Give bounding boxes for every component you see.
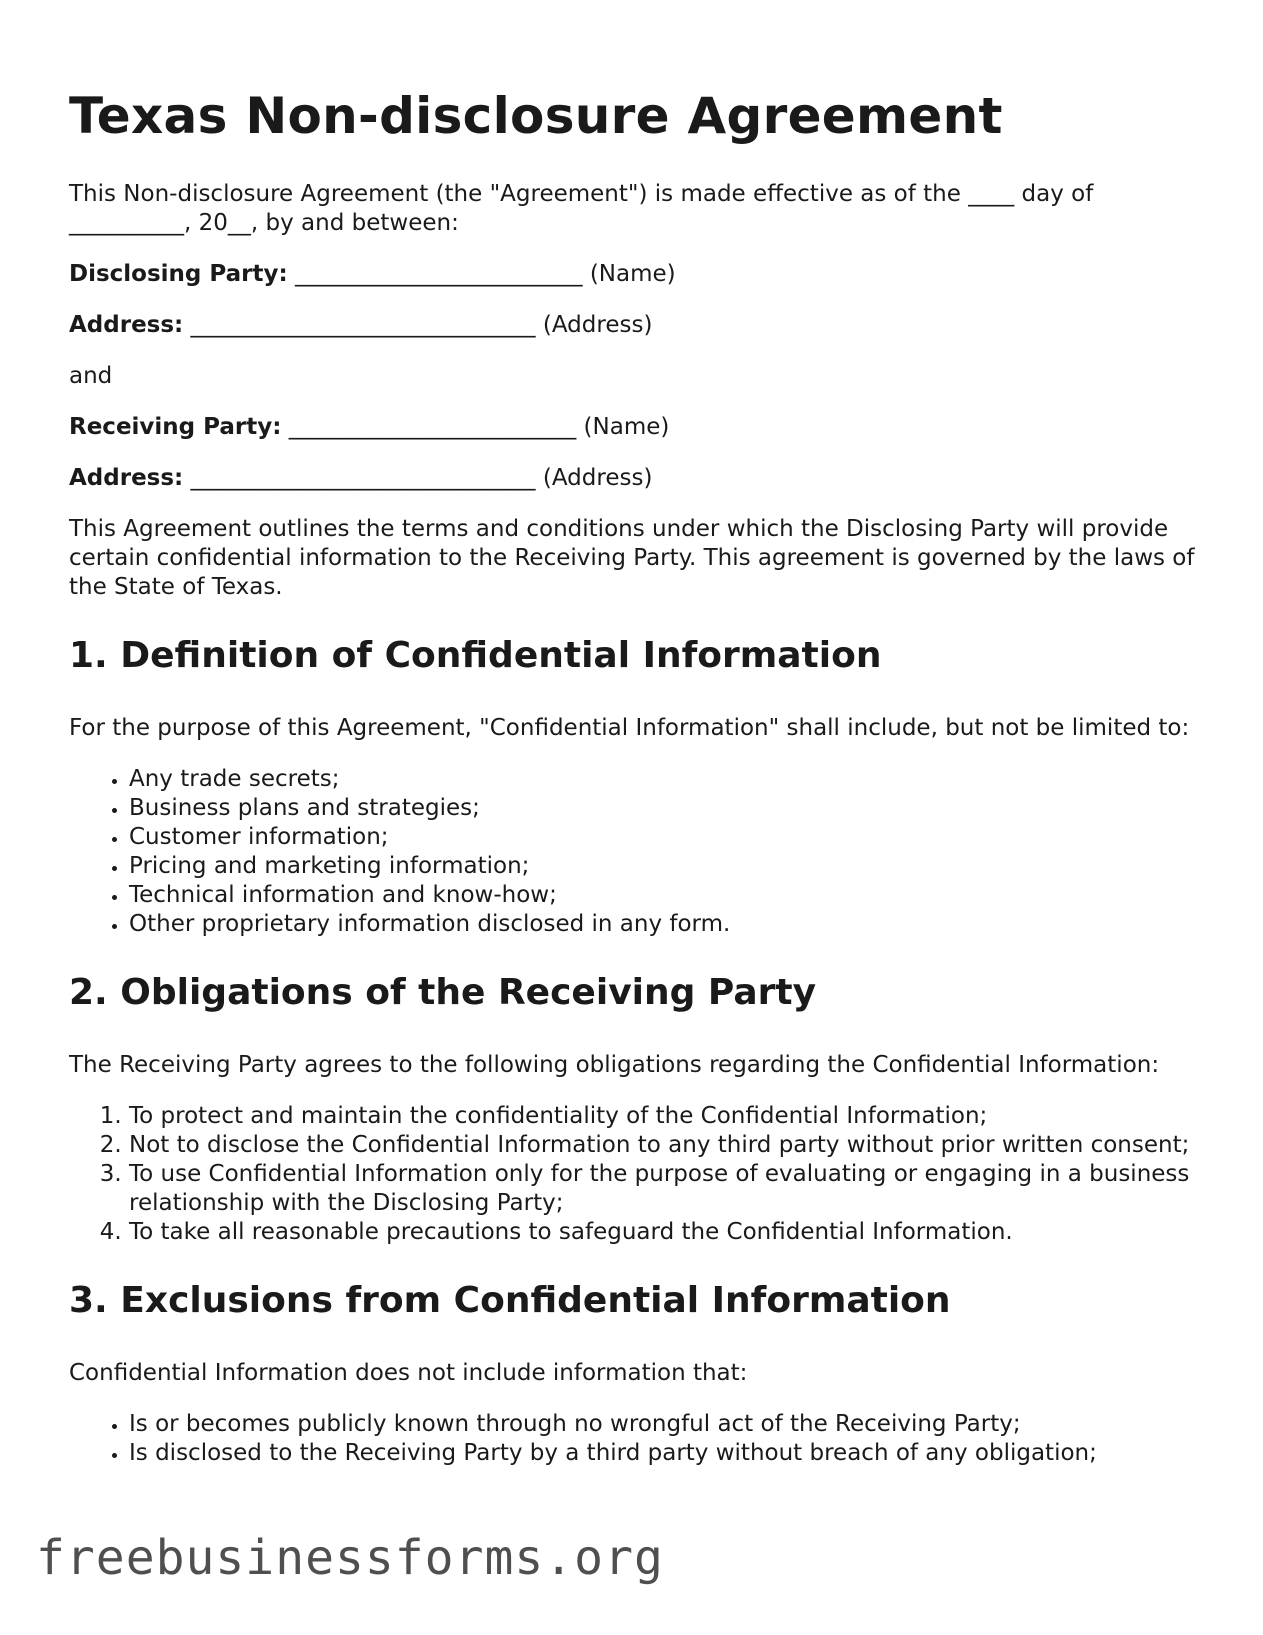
receiving-address-blank: ______________________________ (Address) <box>183 465 653 491</box>
list-item: • Business plans and strategies; <box>129 794 1199 823</box>
list-item: • Is disclosed to the Receiving Party by a third party without breach of any obligation; <box>129 1439 1199 1468</box>
section-1-list <box>69 765 1199 939</box>
receiving-party-field <box>69 413 1199 442</box>
list-item: • Other proprietary information disclosed in any form. <box>129 910 1199 939</box>
section-1-heading: 1. Definition of Confidential Information <box>69 635 882 676</box>
watermark-text: freebusinessforms.org <box>36 1530 664 1586</box>
list-item: 3. To use Confidential Information only for the purpose of evaluating or engaging in a business relationship with the Disclosing Party; <box>129 1160 1199 1218</box>
receiving-party-blank: _________________________ (Name) <box>281 414 670 440</box>
list-item: • Is or becomes publicly known through no wrongful act of the Receiving Party; <box>129 1410 1199 1439</box>
list-item: • Customer information; <box>129 823 1199 852</box>
intro-paragraph: This Non-disclosure Agreement (the "Agreement") is made effective as of the ____ day of __________, 20__, by and between: <box>69 181 1094 236</box>
document-title: Texas Non-disclosure Agreement <box>69 87 1003 145</box>
receiving-address-label: Address: <box>69 465 184 491</box>
list-item: 1. To protect and maintain the confidentiality of the Confidential Information; <box>129 1102 1199 1131</box>
document-page <box>69 86 1199 1490</box>
section-3-list <box>69 1410 1199 1468</box>
disclosing-address-field <box>69 311 1199 340</box>
disclosing-address-blank: ______________________________ (Address) <box>183 312 653 338</box>
summary-paragraph: This Agreement outlines the terms and conditions under which the Disclosing Party will provide certain confidential information to the Receiving Party. This agreement is governed by the laws of the State of Texas. <box>69 516 1195 600</box>
section-3-intro: Confidential Information does not include information that: <box>69 1360 748 1386</box>
disclosing-party-blank: _________________________ (Name) <box>287 261 676 287</box>
list-item: • Technical information and know-how; <box>129 881 1199 910</box>
section-3-heading: 3. Exclusions from Confidential Information <box>69 1280 951 1321</box>
disclosing-address-label: Address: <box>69 312 184 338</box>
receiving-party-label: Receiving Party: <box>69 414 282 440</box>
list-item: • Pricing and marketing information; <box>129 852 1199 881</box>
receiving-address-field <box>69 464 1199 493</box>
disclosing-party-field <box>69 260 1199 289</box>
section-2-intro: The Receiving Party agrees to the following obligations regarding the Confidential Information: <box>69 1052 1160 1078</box>
section-2-list <box>69 1102 1199 1247</box>
list-item: • Any trade secrets; <box>129 765 1199 794</box>
disclosing-party-label: Disclosing Party: <box>69 261 288 287</box>
list-item: 2. Not to disclose the Confidential Information to any third party without prior written consent; <box>129 1131 1199 1160</box>
list-item: 4. To take all reasonable precautions to safeguard the Confidential Information. <box>129 1218 1199 1247</box>
section-1-intro: For the purpose of this Agreement, "Confidential Information" shall include, but not be limited to: <box>69 715 1190 741</box>
section-2-heading: 2. Obligations of the Receiving Party <box>69 972 817 1013</box>
and-text: and <box>69 363 113 389</box>
